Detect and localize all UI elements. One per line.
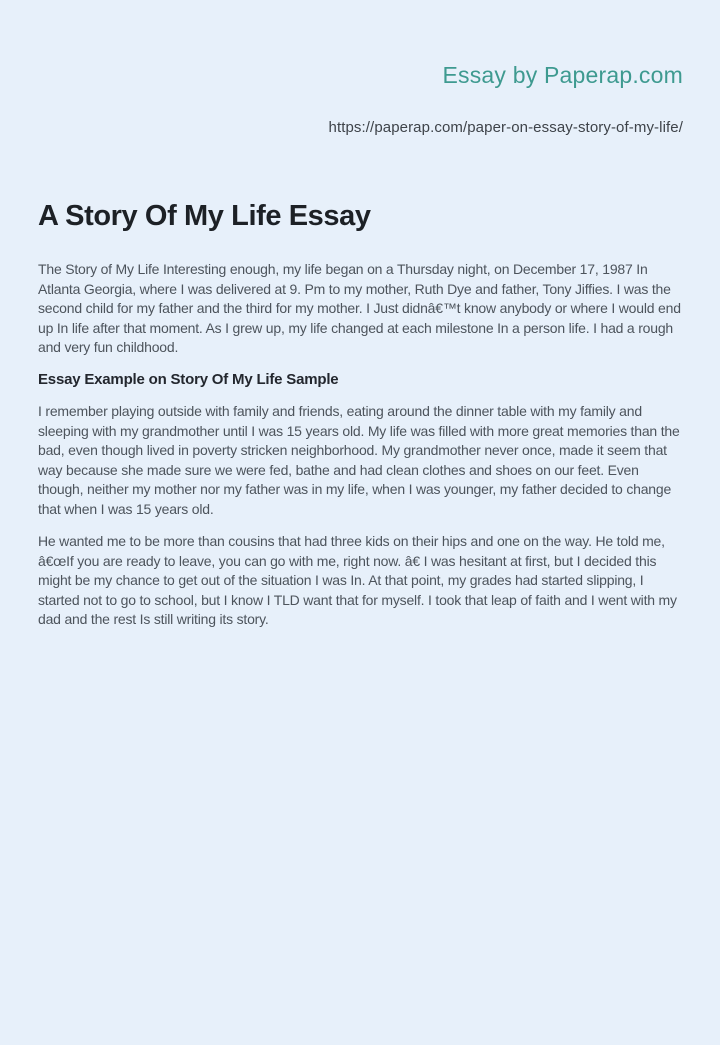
essay-intro-paragraph: The Story of My Life Interesting enough, my life began on a Thursday night, on December 17, 1987 In Atlanta Georgia, where I was delivered at 9. Pm to my mother, Ruth Dye and father, Tony Jiffies. I was the second child for my father and the third for my mother. I Just didnâ€™t know anybody or where I would end up In life after that moment. As I grew up, my life changed at each milestone In a person life. I had a rough and very fun childhood. (38, 261, 681, 355)
essay-title: A Story Of My Life Essay (38, 200, 371, 232)
page-header (0, 0, 720, 137)
essay-body-paragraph-2: He wanted me to be more than cousins that had three kids on their hips and one on the way. He told me, â€œIf you are ready to leave, you can go with me, right now. â€ I was hesitant at first, but I decided this might be my chance to get out of the situation I was In. At that point, my grades had started slipping, I started not to go to school, but I know I TLD want that for myself. I took that leap of faith and I went with my dad and the rest Is still writing its story. (38, 533, 677, 627)
brand-link[interactable]: Essay by Paperap.com (442, 62, 683, 88)
essay-content (0, 199, 720, 630)
essay-subheading: Essay Example on Story Of My Life Sample (38, 370, 339, 388)
essay-body-paragraph-1: I remember playing outside with family and friends, eating around the dinner table with my family and sleeping with my grandmother until I was 15 years old. My life was filled with more great memories than the bad, even though lived in poverty stricken neighborhood. My grandmother never once, made it seem that way because she made sure we were fed, bathe and had clean clothes and shoes on our feet. Even though, neither my mother nor my father was in my life, when I was younger, my father decided to change that when I was 15 years old. (38, 403, 680, 517)
page-url: https://paperap.com/paper-on-essay-story-of-my-life/ (328, 119, 683, 136)
